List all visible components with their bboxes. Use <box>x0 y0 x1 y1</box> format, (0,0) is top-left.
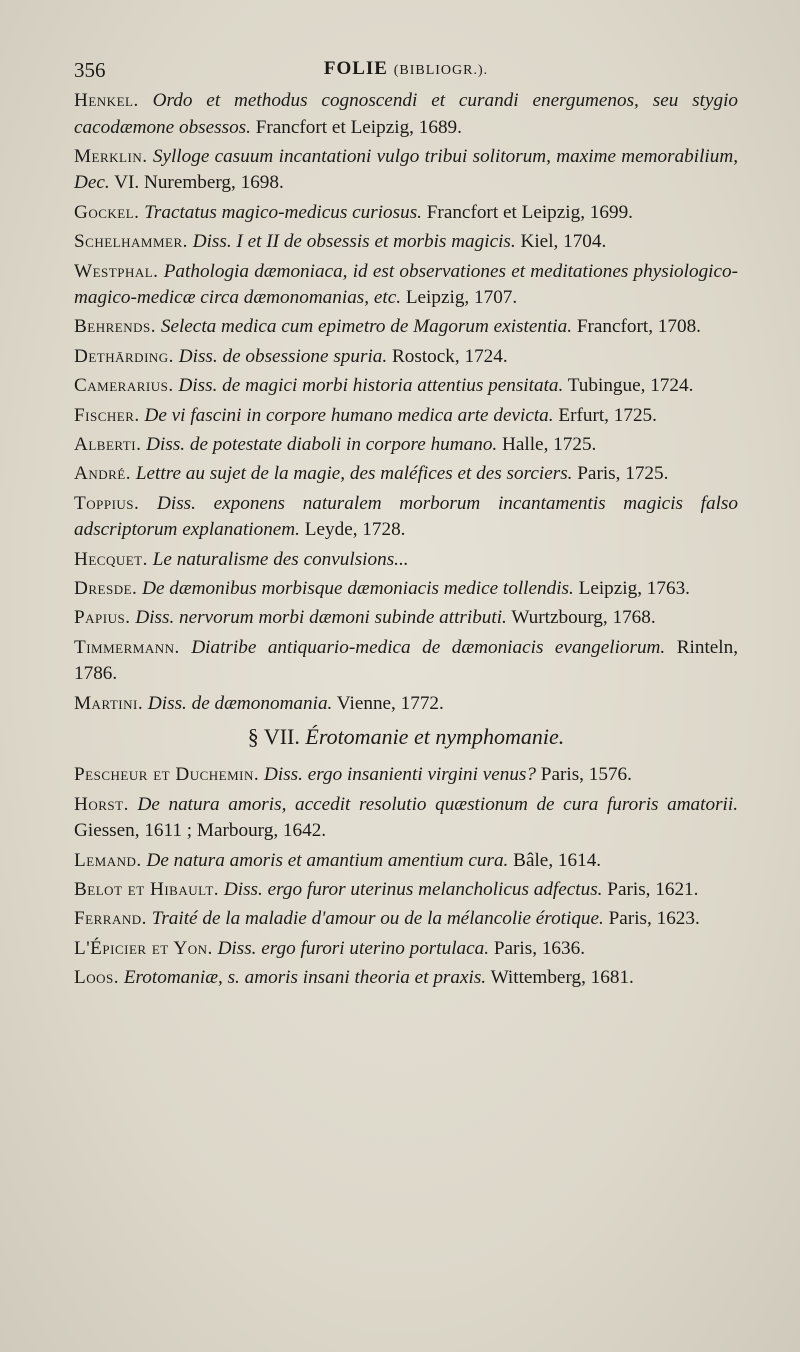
bibliography-entry <box>74 576 738 603</box>
entry-imprint: Wittemberg, 1681. <box>490 967 634 989</box>
entry-title: Diss. de potestate diaboli in corpore humano. <box>146 434 498 456</box>
entry-title: Pathologia dæmoniaca, id est observationes et meditationes physiologico-magico-medicæ circa dæmonomanias, etc. <box>74 260 738 309</box>
bibliography-entry <box>74 877 738 904</box>
entry-title: De natura amoris et amantium amentium cura. <box>146 849 509 871</box>
entry-imprint: Wurtzbourg, 1768. <box>511 607 656 629</box>
entry-author: Merklin. <box>74 145 148 167</box>
entry-imprint: Paris, 1621. <box>607 878 699 900</box>
entry-author: André. <box>74 463 132 485</box>
bibliography-entry <box>74 792 738 845</box>
entry-title: Ordo et methodus cognoscendi et curandi energumenos, seu stygio cacodæmone obsessos. <box>74 90 738 138</box>
entry-title: Diss. ergo furor uterinus melancholicus adfectus. <box>223 878 603 900</box>
entry-title: Selecta medica cum epimetro de Magorum existentia. <box>160 316 573 338</box>
entry-title: Lettre au sujet de la magie, des maléfices et des sorciers. <box>135 463 573 485</box>
entry-title: De vi fascini in corpore humano medica arte devicta. <box>144 404 554 426</box>
entry-author: Dresde. <box>74 578 138 600</box>
entry-title: Diss. de dæmonomania. <box>147 692 333 714</box>
bibliography-entry <box>74 200 738 227</box>
entry-author: Alberti. <box>74 434 142 456</box>
bibliography-entry <box>74 403 738 430</box>
bibliography-entry <box>74 848 738 875</box>
bibliography-entry <box>74 259 738 312</box>
entry-title: De dæmonibus morbisque dæmoniacis medice tollendis. <box>142 578 574 600</box>
bibliography-entry <box>74 635 738 688</box>
entry-imprint: Leipzig, 1763. <box>578 578 690 600</box>
bibliography-entry <box>74 762 738 789</box>
page-header <box>74 58 738 90</box>
entry-title: Diss. nervorum morbi dæmoni subinde attributi. <box>135 607 507 629</box>
bibliography-entry <box>74 314 738 341</box>
entry-title: Diss. de magici morbi historia attentius pensitata. <box>178 375 564 397</box>
entry-title: Traité de la maladie d'amour ou de la mélancolie érotique. <box>151 908 604 930</box>
entry-author: Fischer. <box>74 404 140 426</box>
entry-imprint: Giessen, 1611 ; Marbourg, 1642. <box>74 820 327 842</box>
section-heading <box>74 723 738 751</box>
running-head <box>74 58 738 80</box>
bibliography-entry <box>74 691 738 718</box>
entry-title: De natura amoris, accedit resolutio quæstionum de cura furoris amatorii. <box>137 793 738 815</box>
entry-imprint: Paris, 1636. <box>493 937 585 959</box>
bibliography-list-demonomania <box>74 88 738 717</box>
bibliography-entry <box>74 432 738 459</box>
entry-author: Martini. <box>74 692 144 714</box>
bibliography-entry <box>74 936 738 963</box>
page-number: 356 <box>74 58 106 82</box>
entry-imprint: Rostock, 1724. <box>391 345 508 367</box>
bibliography-entry <box>74 373 738 400</box>
entry-title: Diss. ergo furori uterino portulaca. <box>217 937 490 959</box>
entry-imprint: Leipzig, 1707. <box>405 287 518 309</box>
bibliography-entry <box>74 88 738 141</box>
bibliography-entry <box>74 344 738 371</box>
entry-imprint: Paris, 1623. <box>608 908 700 930</box>
bibliography-entry <box>74 605 738 632</box>
bibliography-entry <box>74 906 738 933</box>
entry-imprint: Vienne, 1772. <box>336 692 444 714</box>
entry-title: Diss. exponens naturalem morborum incantamentis magicis falso adscriptorum explanationem. <box>74 492 738 541</box>
bibliography-entry <box>74 965 738 992</box>
entry-author: Pescheur et Duchemin. <box>74 764 260 786</box>
entry-imprint: Paris, 1725. <box>577 463 669 485</box>
entry-title: Diss. de obsessione spuria. <box>178 345 388 367</box>
entry-author: Hecquet. <box>74 548 148 570</box>
entry-author: Dethārding. <box>74 345 174 367</box>
entry-imprint: Kiel, 1704. <box>520 231 607 253</box>
running-head-subtitle: (BIBLIOGR.). <box>393 63 489 78</box>
entry-imprint: Francfort, 1708. <box>576 316 701 338</box>
bibliography-entry <box>74 461 738 488</box>
entry-author: Lemand. <box>74 849 142 871</box>
entry-author: Papius. <box>74 607 131 629</box>
entry-author: Camerarius. <box>74 375 174 397</box>
section-title: Érotomanie et nymphomanie. <box>305 724 565 750</box>
entry-title: Le naturalisme des convulsions... <box>152 548 409 570</box>
bibliography-entry <box>74 229 738 256</box>
entry-title: Diss. ergo insanienti virgini venus? <box>264 764 536 786</box>
entry-author: Horst. <box>74 793 129 815</box>
entry-imprint: Bâle, 1614. <box>513 849 602 871</box>
entry-author: Schelhammer. <box>74 231 188 253</box>
entry-imprint: Rinteln, 1786. <box>74 636 739 685</box>
entry-title: Diatribe antiquario-medica de dæmoniacis evangeliorum. <box>191 636 666 658</box>
entry-title: Erotomaniæ, s. amoris insani theoria et praxis. <box>123 967 487 989</box>
bibliography-entry <box>74 144 738 197</box>
section-number: § VII. <box>247 724 300 750</box>
entry-imprint: VI. Nuremberg, 1698. <box>114 172 284 194</box>
entry-imprint: Francfort et Leipzig, 1699. <box>426 201 633 223</box>
entry-title: Tractatus magico-medicus curiosus. <box>144 201 422 223</box>
entry-author: Henkel. <box>74 90 139 111</box>
entry-imprint: Leyde, 1728. <box>304 519 406 541</box>
entry-author: Toppius. <box>74 492 140 514</box>
entry-author: Ferrand. <box>74 908 147 930</box>
entry-author: Behrends. <box>74 316 157 338</box>
entry-imprint: Halle, 1725. <box>502 434 597 456</box>
bibliography-entry <box>74 491 738 544</box>
entry-author: Loos. <box>74 967 120 989</box>
entry-title: Sylloge casuum incantationi vulgo tribui solitorum, maxime memorabilium, Dec. <box>74 145 738 194</box>
entry-author: L'Épicier et Yon. <box>74 937 213 959</box>
entry-author: Gockel. <box>74 201 140 223</box>
entry-author: Belot et Hibault. <box>74 878 220 900</box>
entry-imprint: Paris, 1576. <box>540 764 632 786</box>
page-body <box>74 88 738 994</box>
entry-author: Timmermann. <box>74 636 180 658</box>
entry-imprint: Erfurt, 1725. <box>558 404 657 426</box>
running-head-title: FOLIE <box>323 58 388 79</box>
entry-imprint: Tubingue, 1724. <box>567 375 694 397</box>
entry-title: Diss. I et II de obsessis et morbis magicis. <box>192 231 516 253</box>
bibliography-list-erotomania <box>74 762 738 991</box>
entry-author: Westphal. <box>74 260 159 282</box>
bibliography-entry <box>74 547 738 574</box>
entry-imprint: Francfort et Leipzig, 1689. <box>255 116 462 138</box>
